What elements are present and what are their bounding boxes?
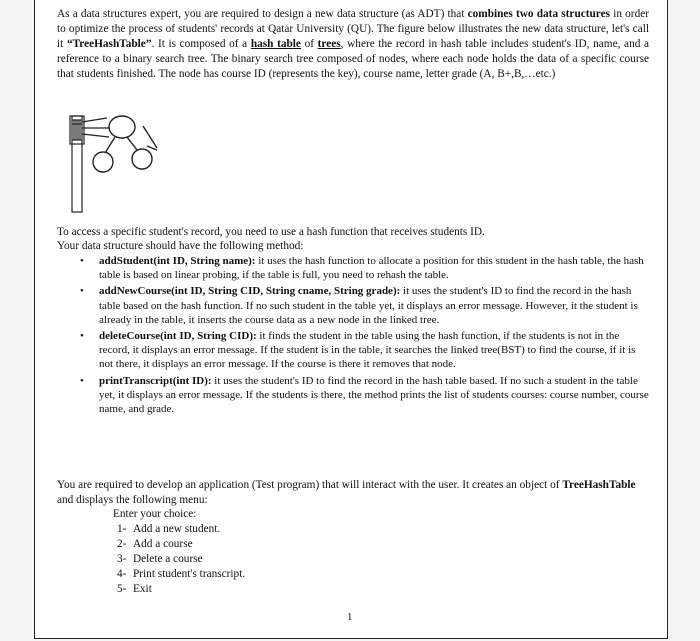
pointer-lines bbox=[82, 118, 110, 137]
method-item-delete-course bbox=[57, 329, 649, 372]
menu-options bbox=[117, 522, 245, 597]
intro-text-4: of bbox=[300, 38, 318, 50]
intro-underline-1: hash table bbox=[250, 38, 301, 50]
method-signature: addStudent(int ID, String name): bbox=[99, 255, 256, 267]
method-signature: addNewCourse(int ID, String CID, String cname, String grade): bbox=[99, 285, 401, 298]
menu-option-5 bbox=[117, 582, 245, 597]
method-description: it finds the student in the table using the hash function, if the students is not in the record, it displays an error message. If the student is in the table, it searches the linked tree(BST) to find the course, if it is not there, it displays an error message. If the course is there it removes that node. bbox=[99, 330, 636, 371]
menu-option-number: 4- bbox=[117, 568, 127, 580]
menu-option-label: Exit bbox=[133, 583, 152, 595]
intro-text-5: , where the record in hash table includes student's ID, name, and a reference to a binary search tree. The binary search tree composed of nodes, where each node holds the data of a specific course that students finished. The node has course ID (represents the key), course name, letter grade (A, B+,B,…etc.) bbox=[57, 38, 650, 80]
method-item-add-new-course bbox=[57, 284, 649, 327]
menu-option-number: 2- bbox=[117, 538, 127, 550]
menu-option-2 bbox=[117, 537, 245, 552]
binary-search-tree bbox=[93, 116, 157, 172]
method-item-add-student bbox=[57, 254, 649, 282]
menu-block bbox=[113, 507, 246, 597]
bullet-icon: • bbox=[80, 255, 84, 267]
menu-option-number: 5- bbox=[117, 583, 127, 595]
intro-text-2: in order to optimize the process of students' records at Qatar University (QU). The figure below illustrates the new data structure, let's call it bbox=[57, 8, 649, 50]
method-signature: printTranscript(int ID): bbox=[99, 374, 212, 387]
intro-paragraph bbox=[57, 7, 649, 82]
menu-option-label: Print student's transcript. bbox=[133, 568, 246, 580]
menu-option-label: Delete a course bbox=[133, 553, 203, 565]
app-text-1: You are required to develop an application (Test program) that will interact with the user. It creates an object of bbox=[57, 479, 563, 491]
app-bold-class-name: TreeHashTable bbox=[562, 479, 636, 491]
access-line-2: Your data structure should have the following method: bbox=[57, 240, 304, 253]
document-page bbox=[34, 0, 668, 639]
bullet-icon: • bbox=[80, 374, 84, 387]
menu-option-number: 3- bbox=[117, 553, 127, 565]
intro-text-3: . It is composed of a bbox=[151, 38, 251, 50]
access-paragraph bbox=[57, 225, 649, 254]
method-list bbox=[57, 254, 649, 417]
application-paragraph bbox=[57, 478, 649, 508]
intro-bold-2: “TreeHashTable” bbox=[66, 38, 152, 50]
method-signature: deleteCourse(int ID, String CID): bbox=[99, 330, 257, 343]
intro-text-1: As a data structures expert, you are required to design a new data structure (as ADT) that bbox=[57, 8, 468, 20]
method-description: it uses the hash function to allocate a position for this student in the hash table, the hash table is based on linear probing, if the table is full, you need to rehash the table. bbox=[99, 255, 644, 282]
menu-option-label: Add a new student. bbox=[133, 523, 221, 535]
bullet-icon: • bbox=[80, 330, 84, 343]
menu-option-label: Add a course bbox=[133, 538, 193, 550]
hash-table-array bbox=[70, 116, 84, 212]
menu-option-1 bbox=[117, 522, 245, 537]
intro-bold-1: combines two data structures bbox=[467, 8, 611, 20]
menu-option-number: 1- bbox=[117, 523, 127, 535]
treehashtable-diagram bbox=[65, 110, 205, 220]
menu-option-4 bbox=[117, 567, 245, 582]
intro-underline-2: trees bbox=[317, 38, 341, 50]
menu-prompt: Enter your choice: bbox=[113, 508, 197, 520]
method-item-print-transcript bbox=[57, 374, 649, 417]
method-description: it uses the student's ID to find the record in the hash table based on the hash function. If no such student in the table yet, it displays an error message. However, it the student is already in the table, it inserts the course data as a new node in the linked tree. bbox=[99, 285, 638, 326]
bullet-icon: • bbox=[80, 285, 84, 298]
menu-option-3 bbox=[117, 552, 245, 567]
access-line-1: To access a specific student's record, you need to use a hash function that receives students ID. bbox=[57, 226, 485, 238]
page-number: 1 bbox=[347, 611, 353, 623]
app-text-2: and displays the following menu: bbox=[57, 494, 208, 506]
method-description: it uses the student's ID to find the record in the hash table based. If no such a student in the table yet, it displays an error message. If the students is there, the method prints the list of students courses: course number, course name, and grade. bbox=[99, 374, 649, 416]
